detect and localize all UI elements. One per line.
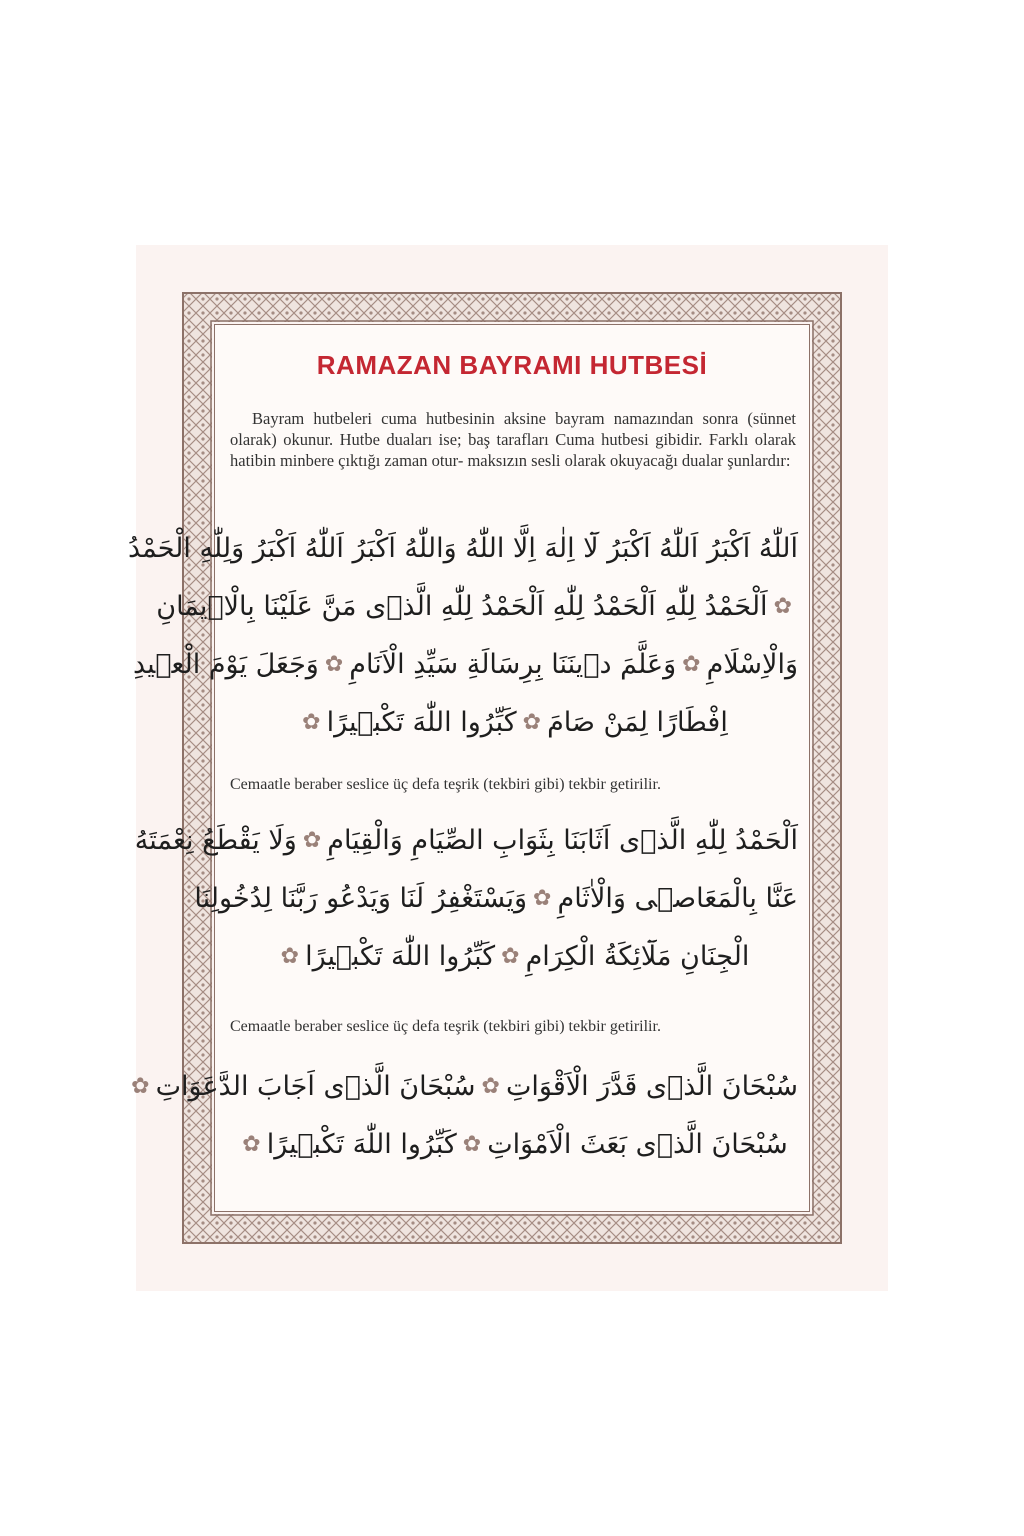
page-title: RAMAZAN BAYRAMI HUTBESİ xyxy=(316,350,708,380)
arabic-line: ✿اَلْحَمْدُ لِلّٰهِ اَلْحَمْدُ لِلّٰهِ اَلْحَمْدُ لِلّٰهِ الَّذٖى مَنَّ عَلَيْنَا بِالْاٖيمَانِ xyxy=(226,578,798,636)
arabic-line: عَنَّا بِالْمَعَاصٖى وَالْاٰثَامِ✿وَيَسْتَغْفِرُ لَنَا وَيَدْعُو رَبَّنَا لِدُخُولِنَا xyxy=(226,870,798,928)
rosette-icon: ✿ xyxy=(242,1132,261,1157)
arabic-line: الْجِنَانِ مَلَٓائِكَةُ الْكِرَامِ✿كَبِّرُوا اللّٰهَ تَكْبٖيرًا✿ xyxy=(226,928,798,986)
rosette-icon: ✿ xyxy=(131,1074,150,1099)
arabic-line: وَالْاِسْلَامِ✿وَعَلَّمَ دٖينَنَا بِرِسَالَةِ سَيِّدِ الْاَنَامِ✿وَجَعَلَ يَوْمَ الْعٖيدِ xyxy=(226,636,798,694)
instruction-note: Cemaatle beraber seslice üç defa teşrik (tekbiri gibi) tekbir getirilir. xyxy=(230,1018,661,1035)
rosette-icon: ✿ xyxy=(773,594,792,619)
rosette-icon: ✿ xyxy=(462,1132,482,1157)
rosette-icon: ✿ xyxy=(682,652,701,677)
instruction-note: Cemaatle beraber seslice üç defa teşrik (tekbiri gibi) tekbir getirilir. xyxy=(230,776,661,793)
rosette-icon: ✿ xyxy=(522,710,542,735)
rosette-icon: ✿ xyxy=(302,828,322,853)
rosette-icon: ✿ xyxy=(302,710,321,735)
intro-paragraph: Bayram hutbeleri cuma hutbesinin aksine bayram namazından sonra (sünnet olarak) okunur. Hutbe duaları ise; baş tarafları Cuma hutbesi gibidir. Farklı olarak hatibin minbere çıktığı zaman otur- maksızın sesli olarak okuyacağı dualar şunlardır: xyxy=(230,409,796,470)
rosette-icon: ✿ xyxy=(280,944,300,969)
rosette-icon: ✿ xyxy=(324,652,344,677)
rosette-icon: ✿ xyxy=(533,886,552,911)
arabic-block-2 xyxy=(134,812,798,986)
arabic-block-1 xyxy=(127,520,798,752)
arabic-line: سُبْحَانَ الَّذٖى بَعَثَ الْاَمْوَاتِ✿كَبِّرُوا اللّٰهَ تَكْبٖيرًا✿ xyxy=(226,1116,798,1174)
rosette-icon: ✿ xyxy=(501,944,520,969)
arabic-line: اَلْحَمْدُ لِلّٰهِ الَّذٖى اَثَابَنَا بِثَوَابِ الصِّيَامِ وَالْقِيَامِ✿وَلَا يَقْطَعُ نِعْمَتَهُ xyxy=(226,812,798,870)
arabic-line: اِفْطَارًا لِمَنْ صَامَ✿كَبِّرُوا اللّٰهَ تَكْبٖيرًا✿ xyxy=(226,694,798,752)
arabic-block-3 xyxy=(131,1058,798,1174)
rosette-icon: ✿ xyxy=(481,1074,500,1099)
arabic-line: اَللّٰهُ اَكْبَرُ اَللّٰهُ اَكْبَرُ لَٓا اِلٰهَ اِلَّا اللّٰهُ وَاللّٰهُ اَكْبَرُ اَللّٰهُ اَكْبَرُ وَلِلّٰهِ الْحَمْدُ xyxy=(127,533,798,564)
arabic-line: سُبْحَانَ الَّذٖى قَدَّرَ الْاَقْوَاتِ✿سُبْحَانَ الَّذٖى اَجَابَ الدَّعَوَاتِ✿ xyxy=(226,1058,798,1116)
